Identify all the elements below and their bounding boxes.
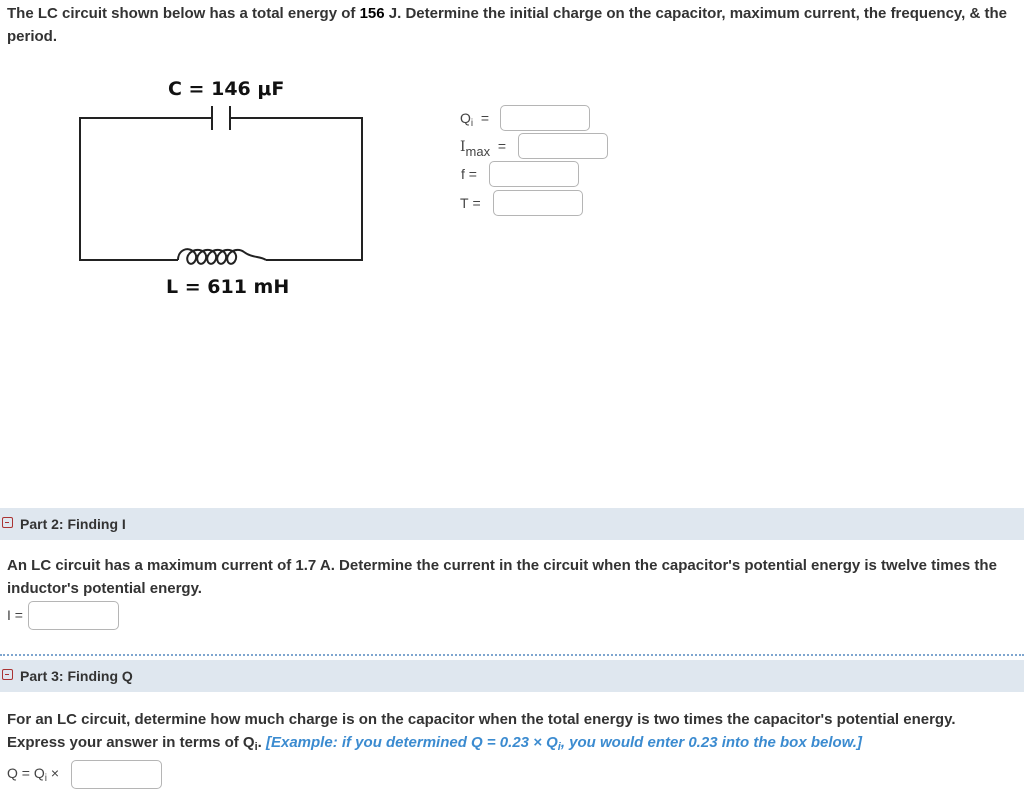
capacitor-label: C = 146 μF bbox=[168, 78, 285, 100]
current-input[interactable] bbox=[28, 601, 119, 630]
qi-input[interactable] bbox=[500, 105, 590, 131]
answer-label-qi: $Q_i$ = bbox=[460, 110, 490, 129]
part2-question: An LC circuit has a maximum current of 1.7 A. Determine the current in the circuit when the capacitor's potential energy is twelve times the inductor's potential energy. bbox=[7, 557, 997, 597]
section-divider bbox=[0, 654, 1024, 656]
lc-circuit-diagram bbox=[70, 70, 380, 305]
answer-label-imax: Imax = bbox=[460, 138, 507, 159]
part1-question: The LC circuit shown below has a total energy of 156 J. Determine the initial charge on the capacitor, maximum current, the frequency, & the period. bbox=[7, 5, 1007, 45]
circuit-wires bbox=[70, 70, 380, 305]
example-hint: [Example: if you determined $Q = 0.23 \times Q_i$, you would enter 0.23 into the box below.] bbox=[266, 734, 862, 753]
part3-answer-label: $Q = Q_i$ × bbox=[7, 765, 60, 784]
part3-question: For an LC circuit, determine how much charge is on the capacitor when the total energy is two times the capacitor's potential energy. Express your answer in terms of $Q_i$. [Example: if you determined $Q = 0.23 \times Q_i$, you would enter 0.23 into the box below.] bbox=[7, 711, 956, 753]
energy-value: 156 bbox=[359, 5, 385, 22]
part2-title: Part 2: Finding I bbox=[20, 516, 126, 532]
inductor-symbol bbox=[178, 249, 266, 264]
f-input[interactable] bbox=[489, 161, 579, 187]
collapse-icon[interactable] bbox=[2, 669, 13, 680]
inductor-label: L = 611 mH bbox=[166, 276, 290, 298]
imax-input[interactable] bbox=[518, 133, 608, 159]
part2-header bbox=[0, 508, 1024, 540]
t-input[interactable] bbox=[493, 190, 583, 216]
collapse-icon[interactable] bbox=[2, 517, 13, 528]
charge-multiplier-input[interactable] bbox=[71, 760, 162, 789]
answer-label-f: f = bbox=[461, 166, 477, 182]
part2-answer-label: I = bbox=[7, 607, 23, 623]
part3-header bbox=[0, 660, 1024, 692]
answer-label-t: T = bbox=[460, 195, 481, 211]
part3-title: Part 3: Finding Q bbox=[20, 668, 133, 684]
